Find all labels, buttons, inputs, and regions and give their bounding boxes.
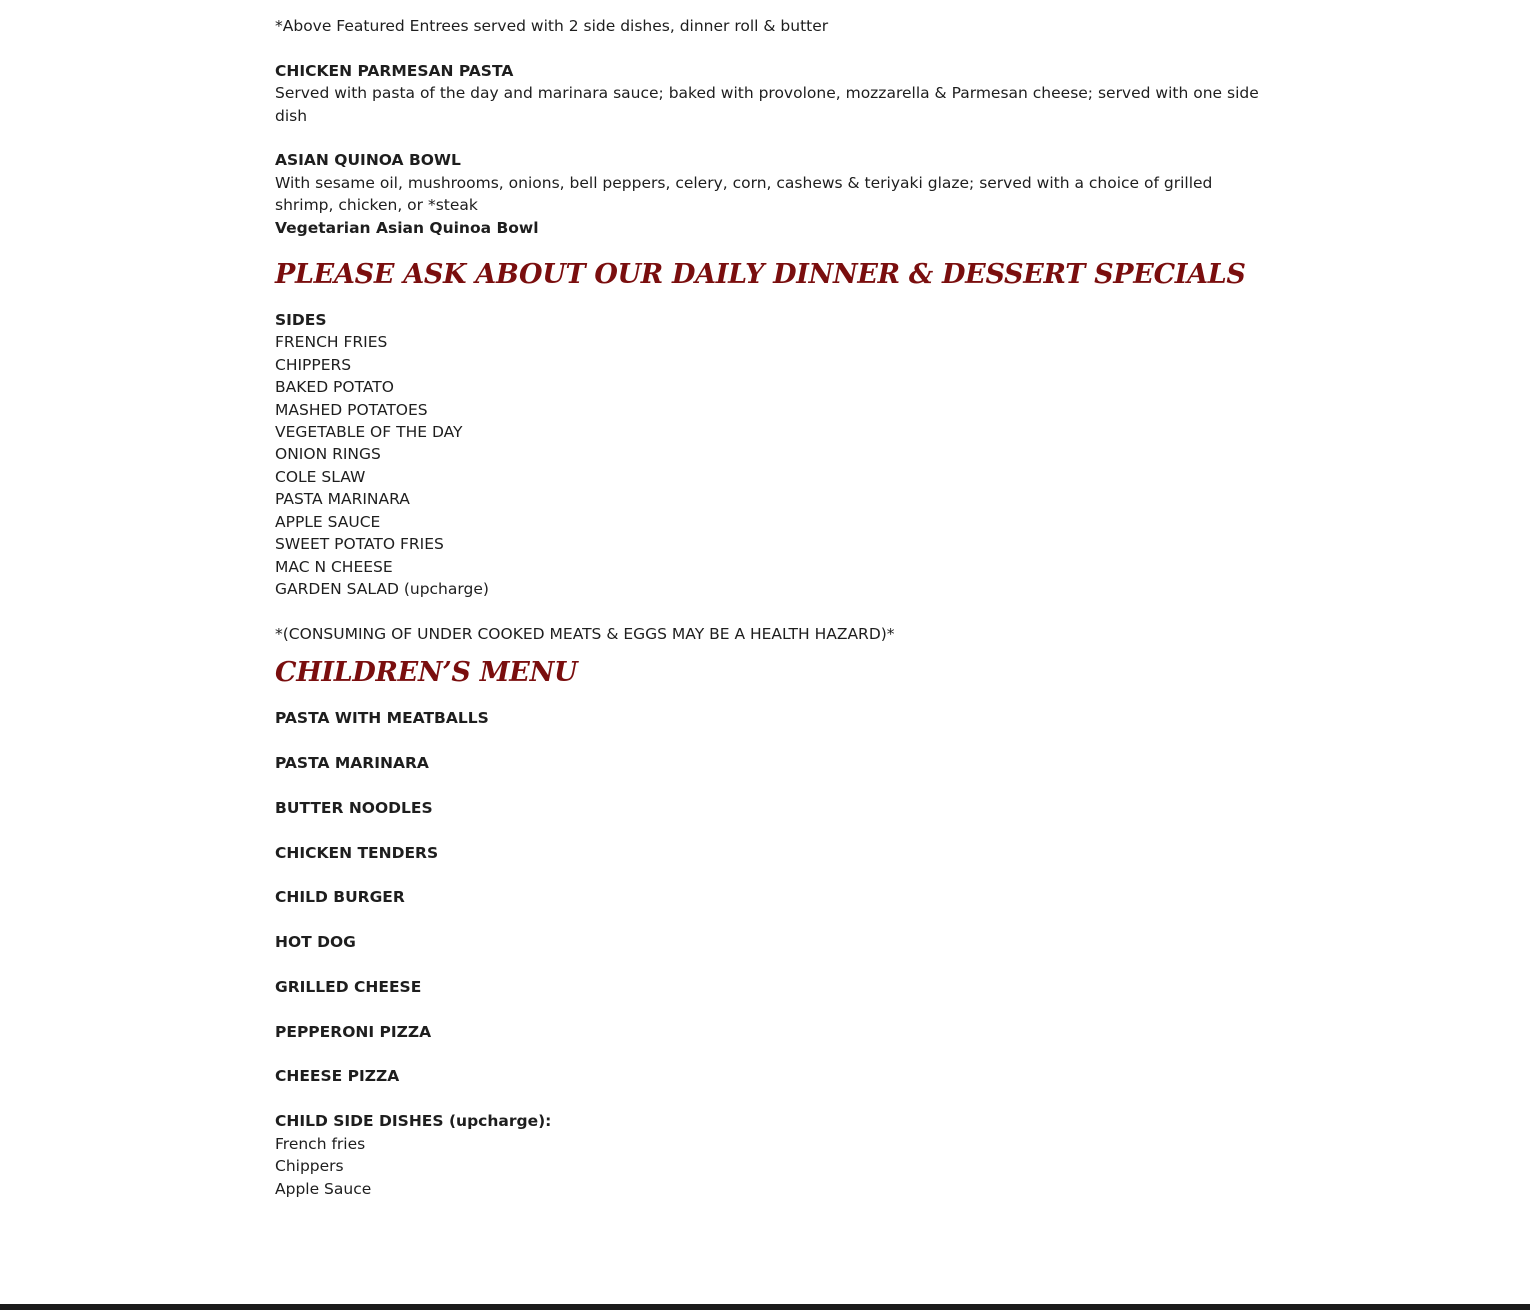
spacer	[275, 1043, 1260, 1065]
side-item: CHIPPERS	[275, 355, 352, 374]
side-item: PASTA MARINARA	[275, 490, 410, 509]
entree-name: ASIAN QUINOA BOWL	[275, 151, 461, 170]
child-menu-item: CHEESE PIZZA	[275, 1067, 400, 1086]
child-side-dishes-title: CHILD SIDE DISHES (upcharge):	[275, 1112, 552, 1131]
childrens-menu-heading: CHILDREN’S MENU	[275, 657, 578, 689]
entree-name: CHICKEN PARMESAN PASTA	[275, 61, 514, 80]
side-item: VEGETABLE OF THE DAY	[275, 423, 463, 442]
spacer	[275, 998, 1260, 1020]
side-item: COLE SLAW	[275, 467, 366, 486]
child-menu-item: HOT DOG	[275, 933, 356, 952]
child-menu-item: PASTA WITH MEATBALLS	[275, 709, 489, 728]
side-item: ONION RINGS	[275, 445, 381, 464]
spacer	[275, 774, 1260, 796]
spacer	[275, 954, 1260, 976]
entree-variant: Vegetarian Asian Quinoa Bowl	[275, 218, 539, 237]
child-menu-item: CHICKEN TENDERS	[275, 843, 439, 862]
side-item: FRENCH FRIES	[275, 333, 388, 352]
side-item: BAKED POTATO	[275, 378, 394, 397]
spacer	[275, 239, 1260, 257]
side-item: MAC N CHEESE	[275, 557, 393, 576]
spacer	[275, 819, 1260, 841]
side-item: MASHED POTATOES	[275, 400, 428, 419]
health-warning: *(CONSUMING OF UNDER COOKED MEATS & EGGS MAY BE A HEALTH HAZARD)*	[275, 624, 895, 643]
spacer	[275, 909, 1260, 931]
child-menu-item: PASTA MARINARA	[275, 753, 429, 772]
spacer	[275, 600, 1260, 622]
side-item: GARDEN SALAD (upcharge)	[275, 579, 489, 598]
spacer	[275, 691, 1260, 707]
child-side-dish: French fries	[275, 1134, 366, 1153]
spacer	[275, 37, 1260, 59]
child-side-dish: Chippers	[275, 1157, 344, 1176]
sides-title: SIDES	[275, 311, 327, 330]
side-item: APPLE SAUCE	[275, 512, 381, 531]
footer-bar	[0, 1304, 1530, 1310]
child-menu-item: BUTTER NOODLES	[275, 798, 433, 817]
specials-heading: PLEASE ASK ABOUT OUR DAILY DINNER & DESSERT SPECIALS	[275, 259, 1246, 291]
child-menu-item: PEPPERONI PIZZA	[275, 1022, 432, 1041]
entree-description: Served with pasta of the day and marinara sauce; baked with provolone, mozzarella & Parmesan cheese; served with one side dish	[275, 84, 1259, 125]
spacer	[275, 293, 1260, 309]
spacer	[275, 1088, 1260, 1110]
side-item: SWEET POTATO FRIES	[275, 535, 444, 554]
child-menu-item: CHILD BURGER	[275, 888, 405, 907]
menu-content	[275, 15, 1260, 1200]
spacer	[275, 127, 1260, 149]
spacer	[275, 730, 1260, 752]
child-side-dish: Apple Sauce	[275, 1179, 372, 1198]
spacer	[275, 645, 1260, 655]
entrees-note: *Above Featured Entrees served with 2 side dishes, dinner roll & butter	[275, 17, 829, 35]
spacer	[275, 864, 1260, 886]
entree-description: With sesame oil, mushrooms, onions, bell peppers, celery, corn, cashews & teriyaki glaze; served with a choice of grilled shrimp, chicken, or *steak	[275, 173, 1213, 215]
child-menu-item: GRILLED CHEESE	[275, 977, 422, 996]
